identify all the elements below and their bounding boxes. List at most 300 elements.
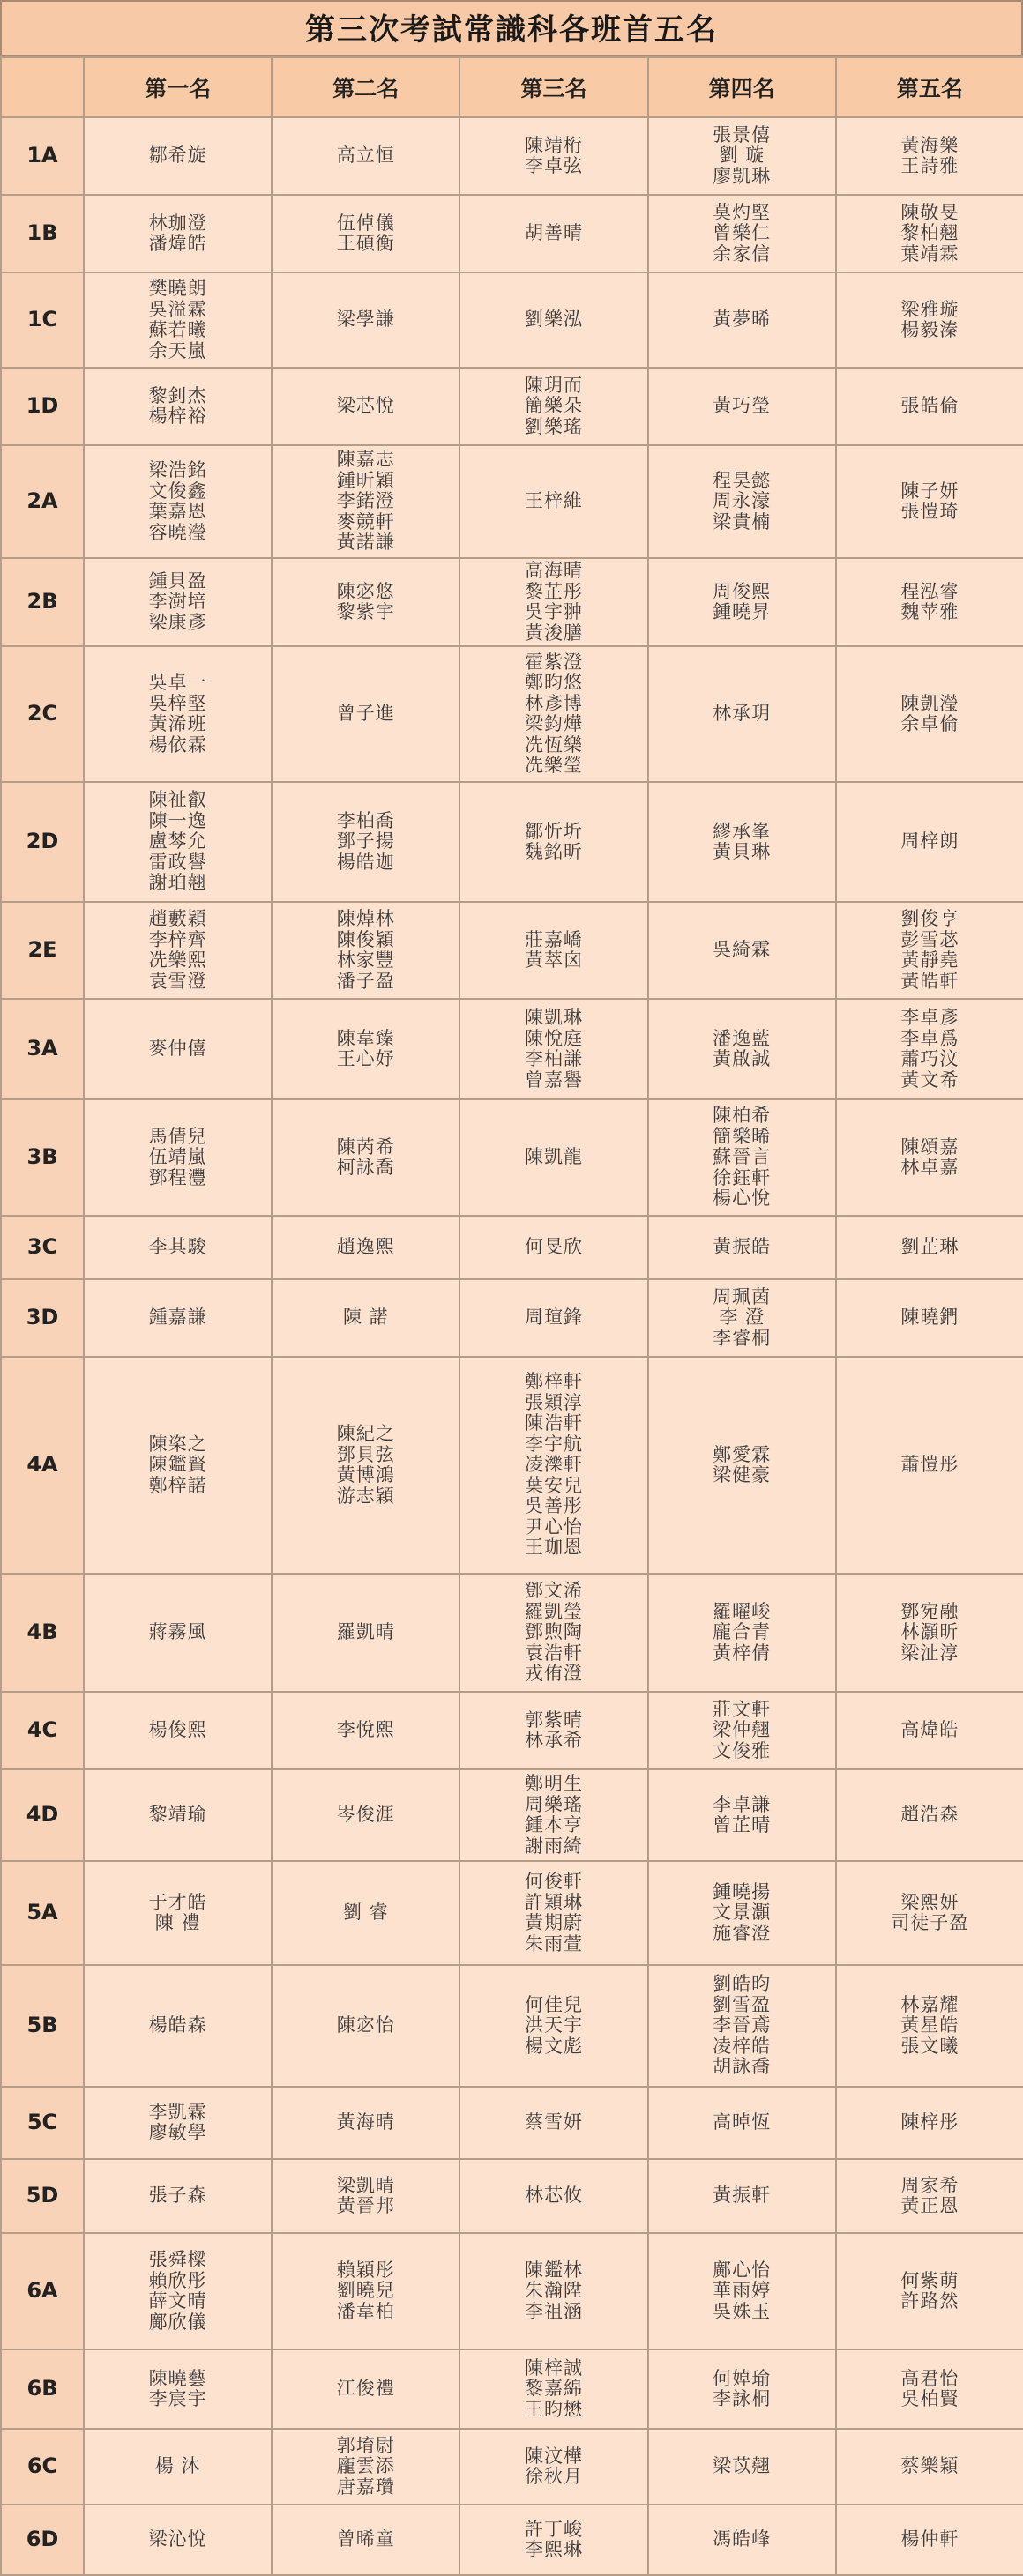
student-name: 唐嘉瓚 — [336, 2475, 395, 2498]
student-name: 陳凱瀅 — [900, 692, 960, 714]
student-name: 李澍培 — [148, 591, 207, 613]
student-name: 黃夢晞 — [713, 309, 772, 331]
cell-fourth — [648, 902, 836, 999]
cell-fourth — [648, 1357, 836, 1574]
table-row — [1, 2429, 1023, 2505]
cell-fourth — [648, 368, 836, 445]
cell-second — [272, 999, 459, 1099]
cell-fifth — [836, 368, 1023, 445]
cell-third — [459, 902, 647, 999]
student-name: 黃晉邦 — [336, 2195, 395, 2216]
cell-first — [84, 2087, 272, 2159]
student-name: 鍾昕穎 — [336, 469, 395, 491]
table-row — [1, 1965, 1023, 2087]
cell-third — [459, 272, 647, 368]
cell-first — [84, 1099, 272, 1216]
cell-first — [84, 368, 272, 445]
cell-second — [272, 2505, 459, 2575]
student-name: 凌梓皓 — [713, 2035, 772, 2057]
student-name: 楊依霖 — [148, 733, 207, 756]
student-name: 李卓弦 — [524, 155, 583, 176]
table-row — [1, 272, 1023, 368]
student-name: 程泓睿 — [900, 580, 960, 602]
cell-second — [272, 646, 459, 782]
cell-first — [84, 2159, 272, 2233]
student-name: 馬倩兒 — [148, 1125, 207, 1147]
table-row — [1, 445, 1023, 558]
student-name: 容曉瀅 — [148, 521, 207, 543]
student-name: 高海晴 — [524, 560, 583, 581]
cell-fourth — [648, 195, 836, 272]
class-label: 1D — [1, 368, 84, 445]
student-name: 文景灝 — [713, 1902, 772, 1924]
class-label: 1A — [1, 117, 84, 195]
student-name: 張子森 — [148, 2185, 207, 2207]
student-name: 吳宇翀 — [524, 601, 583, 622]
student-name: 廖凱琳 — [713, 165, 772, 187]
cell-fifth — [836, 1965, 1023, 2087]
cell-fourth — [648, 2159, 836, 2233]
student-name: 陳凱琳 — [524, 1007, 583, 1028]
student-name: 于才皓 — [148, 1891, 207, 1913]
student-name: 蔡樂穎 — [900, 2455, 960, 2477]
student-name: 莊嘉嶠 — [524, 928, 583, 950]
student-name: 林卓嘉 — [900, 1157, 960, 1178]
student-name: 施睿澄 — [713, 1922, 772, 1944]
cell-fourth — [648, 117, 836, 195]
student-name: 葉安兒 — [524, 1474, 583, 1496]
cell-third — [459, 2429, 647, 2505]
student-name: 李柏謙 — [524, 1048, 583, 1069]
cell-second — [272, 558, 459, 646]
table-row — [1, 2233, 1023, 2349]
cell-third — [459, 558, 647, 646]
class-label: 2D — [1, 782, 84, 902]
student-name: 陳悅庭 — [524, 1027, 583, 1049]
cell-second — [272, 272, 459, 368]
cell-fifth — [836, 2087, 1023, 2159]
class-label: 4B — [1, 1574, 84, 1692]
student-name: 黃啟誠 — [713, 1048, 772, 1069]
table-body — [1, 117, 1023, 2575]
student-name: 柯詠喬 — [336, 1157, 395, 1178]
student-name: 周俊熙 — [713, 580, 772, 602]
student-name: 朱瀚陞 — [524, 2280, 583, 2302]
cell-second — [272, 368, 459, 445]
student-name: 何紫萌 — [900, 2269, 960, 2291]
student-name: 朱雨萱 — [524, 1932, 583, 1954]
student-name: 周永濠 — [713, 490, 772, 512]
student-name: 鍾本亨 — [524, 1814, 583, 1835]
student-name: 劉 睿 — [342, 1902, 389, 1924]
student-name: 蕭巧汶 — [900, 1048, 960, 1069]
student-name: 王碩衡 — [336, 233, 395, 254]
student-name: 鄭梓軒 — [524, 1371, 583, 1393]
student-name: 李柏喬 — [336, 809, 395, 831]
cell-third — [459, 117, 647, 195]
student-name: 梁雅璇 — [900, 298, 960, 320]
student-name: 羅凱晴 — [336, 1621, 395, 1643]
student-name: 吳柏賢 — [900, 2388, 960, 2409]
student-name: 麥競軒 — [336, 510, 395, 532]
cell-first — [84, 1574, 272, 1692]
class-label: 6B — [1, 2349, 84, 2429]
cell-fifth — [836, 1357, 1023, 1574]
student-name: 龐合青 — [713, 1621, 772, 1643]
cell-second — [272, 1861, 459, 1965]
student-name: 梁學謙 — [336, 309, 395, 331]
student-name: 楊 沐 — [154, 2455, 201, 2477]
student-name: 陳曉鍆 — [900, 1307, 960, 1329]
cell-fifth — [836, 1279, 1023, 1357]
cell-fifth — [836, 195, 1023, 272]
student-name: 陳玥而 — [524, 374, 583, 396]
student-name: 莊文軒 — [713, 1698, 772, 1720]
table-row — [1, 2159, 1023, 2233]
cell-first — [84, 1965, 272, 2087]
student-name: 鄭愛霖 — [713, 1443, 772, 1465]
cell-second — [272, 2429, 459, 2505]
cell-second — [272, 117, 459, 195]
cell-second — [272, 782, 459, 902]
cell-third — [459, 1099, 647, 1216]
header-row — [1, 57, 1023, 117]
cell-third — [459, 368, 647, 445]
cell-second — [272, 1965, 459, 2087]
cell-fifth — [836, 1216, 1023, 1279]
student-name: 文俊雅 — [713, 1739, 772, 1761]
cell-fifth — [836, 272, 1023, 368]
student-name: 周樂瑤 — [524, 1793, 583, 1815]
student-name: 李悅熙 — [336, 1719, 395, 1741]
student-name: 黃期蔚 — [524, 1912, 583, 1933]
student-name: 徐鈺軒 — [713, 1166, 772, 1188]
student-name: 趙藪穎 — [148, 908, 207, 929]
student-name: 李睿桐 — [713, 1327, 772, 1349]
student-name: 凌濼軒 — [524, 1454, 583, 1476]
student-name: 吳善彤 — [524, 1495, 583, 1517]
table-row — [1, 117, 1023, 195]
cell-fifth — [836, 2505, 1023, 2575]
student-name: 林珈澄 — [148, 212, 207, 234]
student-name: 冼恆樂 — [524, 733, 583, 756]
cell-fourth — [648, 1574, 836, 1692]
student-name: 黃浚膳 — [524, 622, 583, 644]
student-name: 鄧宛融 — [900, 1600, 960, 1622]
student-name: 李詠桐 — [713, 2388, 772, 2409]
student-name: 楊梓裕 — [148, 406, 207, 427]
table-row — [1, 999, 1023, 1099]
cell-second — [272, 2233, 459, 2349]
cell-fifth — [836, 999, 1023, 1099]
cell-third — [459, 1861, 647, 1965]
student-name: 司徒子盈 — [891, 1912, 969, 1933]
student-name: 陳俊穎 — [336, 928, 395, 950]
cell-fourth — [648, 1216, 836, 1279]
student-name: 潘韋柏 — [336, 2300, 395, 2322]
student-name: 周瑄鋒 — [524, 1307, 583, 1329]
table-row — [1, 558, 1023, 646]
student-name: 吳綺霖 — [713, 939, 772, 961]
student-name: 楊毅溱 — [900, 319, 960, 340]
student-name: 陳一逸 — [148, 809, 207, 831]
cell-first — [84, 1692, 272, 1769]
student-name: 李卓彥 — [900, 1007, 960, 1028]
table-row — [1, 1357, 1023, 1574]
student-name: 黃振皓 — [713, 1236, 772, 1258]
cell-fifth — [836, 117, 1023, 195]
cell-third — [459, 782, 647, 902]
cell-first — [84, 117, 272, 195]
student-name: 魏苹雅 — [900, 601, 960, 622]
cell-fourth — [648, 646, 836, 782]
student-name: 李凱霖 — [148, 2101, 207, 2123]
header-first: 第一名 — [84, 57, 272, 117]
student-name: 陳焯林 — [336, 908, 395, 929]
student-name: 陳凱龍 — [524, 1146, 583, 1168]
cell-second — [272, 1574, 459, 1692]
student-name: 陳祉叡 — [148, 789, 207, 811]
header-fifth: 第五名 — [836, 57, 1023, 117]
student-name: 陳 諾 — [342, 1307, 389, 1329]
student-name: 李宸宇 — [148, 2388, 207, 2409]
student-name: 劉皓昀 — [713, 1973, 772, 1995]
student-name: 許丁峻 — [524, 2518, 583, 2540]
student-name: 黎釗杰 — [148, 384, 207, 406]
student-name: 陳汶樺 — [524, 2445, 583, 2467]
class-label: 2B — [1, 558, 84, 646]
student-name: 陳栥之 — [148, 1433, 207, 1455]
table-row — [1, 2349, 1023, 2429]
student-name: 冼樂瑩 — [524, 755, 583, 776]
student-name: 陳鑑林 — [524, 2259, 583, 2281]
student-name: 吳卓一 — [148, 672, 207, 693]
cell-third — [459, 1357, 647, 1574]
cell-fifth — [836, 558, 1023, 646]
class-label: 4C — [1, 1692, 84, 1769]
student-name: 陳韋臻 — [336, 1027, 395, 1049]
student-name: 林彥博 — [524, 692, 583, 714]
student-name: 吳梓堅 — [148, 692, 207, 714]
cell-first — [84, 195, 272, 272]
student-name: 黃皓軒 — [900, 970, 960, 992]
student-name: 黃巧瑩 — [713, 395, 772, 417]
cell-third — [459, 1965, 647, 2087]
student-name: 胡詠喬 — [713, 2056, 772, 2078]
student-name: 梁芯悅 — [336, 395, 395, 417]
table-row — [1, 195, 1023, 272]
student-name: 黎紫宇 — [336, 601, 395, 622]
header-fourth: 第四名 — [648, 57, 836, 117]
cell-second — [272, 195, 459, 272]
table-row — [1, 2505, 1023, 2575]
student-name: 鍾曉昇 — [713, 601, 772, 622]
student-name: 梁熙妍 — [900, 1891, 960, 1913]
student-name: 鄺心怡 — [713, 2259, 772, 2281]
student-name: 霍紫澄 — [524, 651, 583, 673]
student-name: 蘇晉言 — [713, 1146, 772, 1168]
student-name: 鄺欣儀 — [148, 2311, 207, 2333]
class-label: 5C — [1, 2087, 84, 2159]
student-name: 陳 禮 — [154, 1912, 201, 1933]
student-name: 梁凱晴 — [336, 2174, 395, 2196]
student-name: 陳鑑賢 — [148, 1454, 207, 1476]
cell-fourth — [648, 1965, 836, 2087]
cell-fifth — [836, 902, 1023, 999]
cell-first — [84, 1769, 272, 1861]
student-name: 張景僖 — [713, 123, 772, 145]
cell-fourth — [648, 1099, 836, 1216]
student-name: 楊俊熙 — [148, 1719, 207, 1741]
student-name: 王珈恩 — [524, 1537, 583, 1559]
class-label: 6A — [1, 2233, 84, 2349]
cell-third — [459, 1216, 647, 1279]
student-name: 王昀懋 — [524, 2398, 583, 2420]
student-name: 黎芷彤 — [524, 580, 583, 602]
student-name: 吳姝玉 — [713, 2300, 772, 2322]
cell-third — [459, 2505, 647, 2575]
table-row — [1, 368, 1023, 445]
class-label: 6D — [1, 2505, 84, 2575]
student-name: 何俊軒 — [524, 1871, 583, 1892]
cell-fifth — [836, 1574, 1023, 1692]
cell-fourth — [648, 272, 836, 368]
cell-second — [272, 902, 459, 999]
class-label: 1C — [1, 272, 84, 368]
student-name: 陳梓誠 — [524, 2356, 583, 2379]
student-name: 李鍩澄 — [336, 490, 395, 512]
student-name: 梁仲翹 — [713, 1719, 772, 1741]
student-name: 黃浠班 — [148, 713, 207, 734]
student-name: 簡樂朵 — [524, 395, 583, 417]
student-name: 馮皓峰 — [713, 2528, 772, 2550]
cell-fourth — [648, 1279, 836, 1357]
student-name: 梁康彥 — [148, 611, 207, 633]
student-name: 黃諾謙 — [336, 532, 395, 554]
student-name: 楊仲軒 — [900, 2528, 960, 2550]
table-row — [1, 902, 1023, 999]
cell-fourth — [648, 1861, 836, 1965]
student-name: 李 澄 — [719, 1307, 765, 1329]
student-name: 王梓維 — [524, 490, 583, 512]
student-name: 梁浩銘 — [148, 459, 207, 480]
student-name: 伍倬儀 — [336, 212, 395, 234]
student-name: 余天嵐 — [148, 339, 207, 361]
student-name: 謝珀翹 — [148, 872, 207, 894]
header-class — [1, 57, 84, 117]
cell-third — [459, 999, 647, 1099]
cell-second — [272, 1357, 459, 1574]
student-name: 林嘉耀 — [900, 1993, 960, 2015]
student-name: 廖敏學 — [148, 2122, 207, 2143]
student-name: 鄧程灃 — [148, 1166, 207, 1188]
cell-fifth — [836, 1099, 1023, 1216]
student-name: 華雨婷 — [713, 2280, 772, 2302]
cell-first — [84, 2233, 272, 2349]
student-name: 楊皓迦 — [336, 851, 395, 873]
student-name: 黃正恩 — [900, 2195, 960, 2216]
student-name: 潘逸藍 — [713, 1027, 772, 1049]
student-name: 樊曉朗 — [148, 278, 207, 299]
student-name: 蔡雪妍 — [524, 2111, 583, 2133]
student-name: 賴穎彤 — [336, 2259, 395, 2281]
student-name: 許路然 — [900, 2290, 960, 2312]
student-name: 黎柏翹 — [900, 222, 960, 244]
cell-fifth — [836, 445, 1023, 558]
student-name: 張舜樑 — [148, 2249, 207, 2270]
class-label: 3A — [1, 999, 84, 1099]
cell-first — [84, 646, 272, 782]
class-label: 6C — [1, 2429, 84, 2505]
student-name: 李梓齊 — [148, 928, 207, 950]
student-name: 梁貴楠 — [713, 510, 772, 532]
student-name: 魏銘昕 — [524, 841, 583, 862]
cell-first — [84, 272, 272, 368]
student-name: 鍾嘉謙 — [148, 1307, 207, 1329]
student-name: 李晉鳶 — [713, 2014, 772, 2036]
student-name: 周梓朗 — [900, 830, 960, 852]
cell-fourth — [648, 2087, 836, 2159]
student-name: 黃振軒 — [713, 2185, 772, 2207]
student-name: 伍靖嵐 — [148, 1146, 207, 1168]
student-name: 劉樂瑤 — [524, 415, 583, 437]
student-name: 陳宓怡 — [336, 2014, 395, 2036]
cell-third — [459, 2233, 647, 2349]
cell-third — [459, 2349, 647, 2429]
student-name: 梁鈞燁 — [524, 713, 583, 734]
cell-third — [459, 646, 647, 782]
header-third: 第三名 — [459, 57, 647, 117]
student-name: 文俊鑫 — [148, 480, 207, 502]
class-label: 3D — [1, 1279, 84, 1357]
class-label: 5A — [1, 1861, 84, 1965]
student-name: 鍾貝盈 — [148, 570, 207, 592]
student-name: 劉俊亨 — [900, 908, 960, 929]
cell-fourth — [648, 2233, 836, 2349]
student-name: 尹心怡 — [524, 1515, 583, 1537]
student-name: 陳芮希 — [336, 1135, 395, 1158]
student-name: 何佳兒 — [524, 1993, 583, 2015]
student-name: 高君怡 — [900, 2367, 960, 2389]
student-name: 梁沚淳 — [900, 1642, 960, 1664]
student-name: 薛文晴 — [148, 2290, 207, 2312]
student-name: 何旻欣 — [524, 1236, 583, 1258]
cell-third — [459, 1279, 647, 1357]
student-name: 謝雨綺 — [524, 1835, 583, 1857]
student-name: 黃梓倩 — [713, 1642, 772, 1664]
student-name: 袁雪澄 — [148, 970, 207, 992]
student-name: 陳梓彤 — [900, 2111, 960, 2133]
student-name: 李卓謙 — [713, 1793, 772, 1815]
cell-first — [84, 1861, 272, 1965]
cell-second — [272, 2159, 459, 2233]
student-name: 潘子盈 — [336, 970, 395, 992]
student-name: 袁浩軒 — [524, 1642, 583, 1664]
student-name: 陳曉藝 — [148, 2367, 207, 2389]
student-name: 劉雪盈 — [713, 1993, 772, 2015]
student-name: 李祖涵 — [524, 2300, 583, 2322]
student-name: 黃海樂 — [900, 134, 960, 156]
student-name: 陳敬旻 — [900, 201, 960, 223]
student-name: 郭紫晴 — [524, 1709, 583, 1731]
student-name: 林承希 — [524, 1730, 583, 1751]
student-name: 潘煒皓 — [148, 233, 207, 254]
student-name: 高晫恆 — [713, 2111, 772, 2133]
student-name: 陳浩軒 — [524, 1412, 583, 1434]
student-name: 簡樂晞 — [713, 1125, 772, 1147]
student-name: 鄧文浠 — [524, 1580, 583, 1602]
student-name: 李其駿 — [148, 1236, 207, 1258]
